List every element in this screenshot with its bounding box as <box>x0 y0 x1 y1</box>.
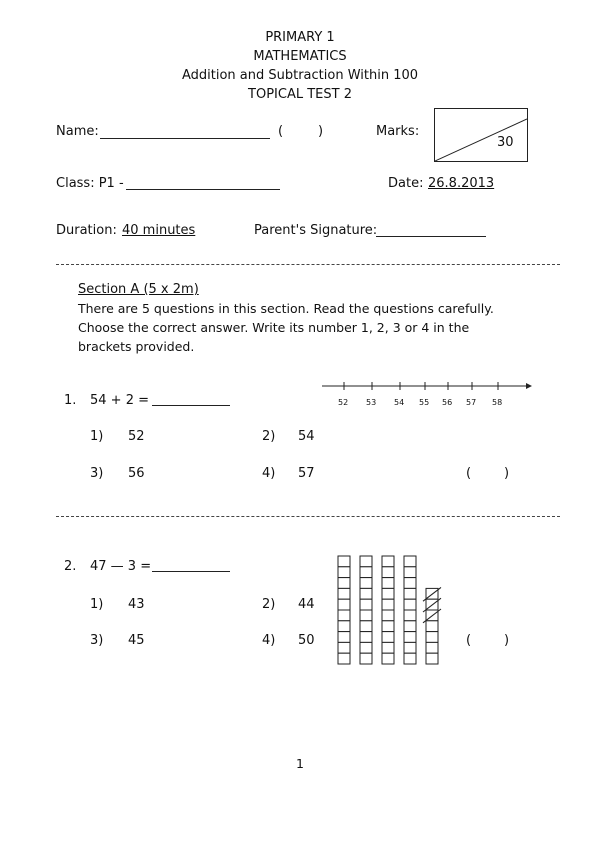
q1-answer-bracket[interactable] <box>474 466 504 482</box>
tens-rod-cell <box>382 621 394 632</box>
q1-option-2-number: 2) <box>262 429 276 444</box>
q1-option-1-value[interactable]: 52 <box>128 429 145 444</box>
tens-rod-cell <box>338 599 350 610</box>
page-number: 1 <box>296 756 304 771</box>
ones-unit-cube <box>426 621 438 632</box>
header-line-3: Addition and Subtraction Within 100 <box>181 68 419 83</box>
q1-tick-label: 56 <box>442 398 453 407</box>
tens-rod-cell <box>382 588 394 599</box>
tens-rod-cell <box>360 556 372 567</box>
q2-bracket-open: ( <box>466 633 472 648</box>
q2-answer-blank[interactable] <box>152 571 230 572</box>
q1-option-4-value[interactable]: 57 <box>298 466 315 481</box>
header-line-2: MATHEMATICS <box>253 49 347 64</box>
tens-rod-cell <box>382 642 394 653</box>
q1-tick-label: 53 <box>366 398 377 407</box>
ones-unit-cube <box>426 653 438 664</box>
q1-tick-label: 58 <box>492 398 503 407</box>
tens-rod-cell <box>338 578 350 589</box>
ones-unit-cube <box>426 642 438 653</box>
q2-option-3-value[interactable]: 45 <box>128 633 145 648</box>
divider-top <box>56 264 560 265</box>
tens-rod-cell <box>360 653 372 664</box>
q1-option-4-number: 4) <box>262 466 276 481</box>
q2-answer-bracket[interactable] <box>474 633 504 649</box>
q2-option-1-value[interactable]: 43 <box>128 597 145 612</box>
tens-rod-cell <box>360 621 372 632</box>
tens-rod-cell <box>382 567 394 578</box>
tens-rod-cell <box>360 599 372 610</box>
q1-option-1-number: 1) <box>90 429 104 444</box>
tens-rod-cell <box>360 588 372 599</box>
q2-number: 2. <box>64 559 77 574</box>
name-bracket-close: ) <box>318 124 324 139</box>
tens-rod-cell <box>404 610 416 621</box>
q1-option-3-value[interactable]: 56 <box>128 466 145 481</box>
tens-rod-cell <box>338 556 350 567</box>
tens-rod-cell <box>404 578 416 589</box>
header-line-4: TOPICAL TEST 2 <box>248 87 352 102</box>
tens-rod-cell <box>360 578 372 589</box>
name-field[interactable] <box>100 138 270 139</box>
tens-rod-cell <box>382 599 394 610</box>
q2-bracket-close: ) <box>504 633 510 648</box>
tens-rod-cell <box>338 621 350 632</box>
tens-rod-cell <box>404 556 416 567</box>
tens-rod-cell <box>360 632 372 643</box>
tens-rod-cell <box>360 567 372 578</box>
tens-rod-cell <box>404 567 416 578</box>
tens-rod-cell <box>382 653 394 664</box>
marks-box[interactable] <box>434 108 528 162</box>
q1-number: 1. <box>64 393 77 408</box>
section-instructions-2: Choose the correct answer. Write its number 1, 2, 3 or 4 in the <box>78 320 470 335</box>
tens-rod-cell <box>404 653 416 664</box>
divider-middle <box>56 516 560 517</box>
tens-rod-cell <box>338 567 350 578</box>
section-instructions-3: brackets provided. <box>78 339 195 354</box>
q1-question: 54 + 2 = <box>90 393 149 408</box>
q1-answer-blank[interactable] <box>152 405 230 406</box>
ones-unit-cube <box>426 632 438 643</box>
marks-label: Marks: <box>376 124 420 139</box>
tens-rod-cell <box>360 610 372 621</box>
q1-bracket-open: ( <box>466 466 472 481</box>
tens-rod-cell <box>338 642 350 653</box>
duration-label: Duration: <box>56 223 117 238</box>
q2-option-3-number: 3) <box>90 633 104 648</box>
tens-rod-cell <box>382 578 394 589</box>
tens-rod-cell <box>338 653 350 664</box>
q1-option-2-value[interactable]: 54 <box>298 429 315 444</box>
q2-option-1-number: 1) <box>90 597 104 612</box>
q2-question: 47 — 3 = <box>90 559 152 574</box>
q1-option-3-number: 3) <box>90 466 104 481</box>
duration-value: 40 minutes <box>122 223 196 238</box>
q2-option-4-value[interactable]: 50 <box>298 633 315 648</box>
signature-label: Parent's Signature: <box>254 223 378 238</box>
q2-option-2-number: 2) <box>262 597 276 612</box>
signature-field[interactable] <box>376 236 486 237</box>
name-label: Name: <box>56 124 99 139</box>
header-line-1: PRIMARY 1 <box>265 30 335 45</box>
class-field[interactable] <box>126 189 280 190</box>
tens-rod-cell <box>404 642 416 653</box>
name-bracket-open: ( <box>278 124 284 139</box>
tens-rod-cell <box>338 610 350 621</box>
tens-rod-cell <box>404 588 416 599</box>
date-label: Date: <box>388 176 424 191</box>
tens-rod-cell <box>360 642 372 653</box>
section-instructions-1: There are 5 questions in this section. Read the questions carefully. <box>78 301 494 316</box>
tens-rod-cell <box>382 610 394 621</box>
q1-tick-label: 54 <box>394 398 405 407</box>
q1-bracket-close: ) <box>504 466 510 481</box>
tens-rod-cell <box>338 632 350 643</box>
q1-number-line <box>320 380 536 394</box>
tens-rod-cell <box>404 599 416 610</box>
q2-option-4-number: 4) <box>262 633 276 648</box>
tens-rod-cell <box>382 556 394 567</box>
q1-tick-label: 52 <box>338 398 349 407</box>
class-label: Class: P1 - <box>56 176 124 191</box>
tens-rod-cell <box>382 632 394 643</box>
section-title: Section A (5 x 2m) <box>78 282 199 297</box>
q2-option-2-value[interactable]: 44 <box>298 597 315 612</box>
q2-base-ten-blocks <box>336 554 476 670</box>
marks-total: 30 <box>497 135 514 150</box>
tens-rod-cell <box>404 621 416 632</box>
q1-tick-label: 57 <box>466 398 477 407</box>
date-value: 26.8.2013 <box>428 176 495 191</box>
q1-tick-label: 55 <box>419 398 430 407</box>
tens-rod-cell <box>404 632 416 643</box>
tens-rod-cell <box>338 588 350 599</box>
